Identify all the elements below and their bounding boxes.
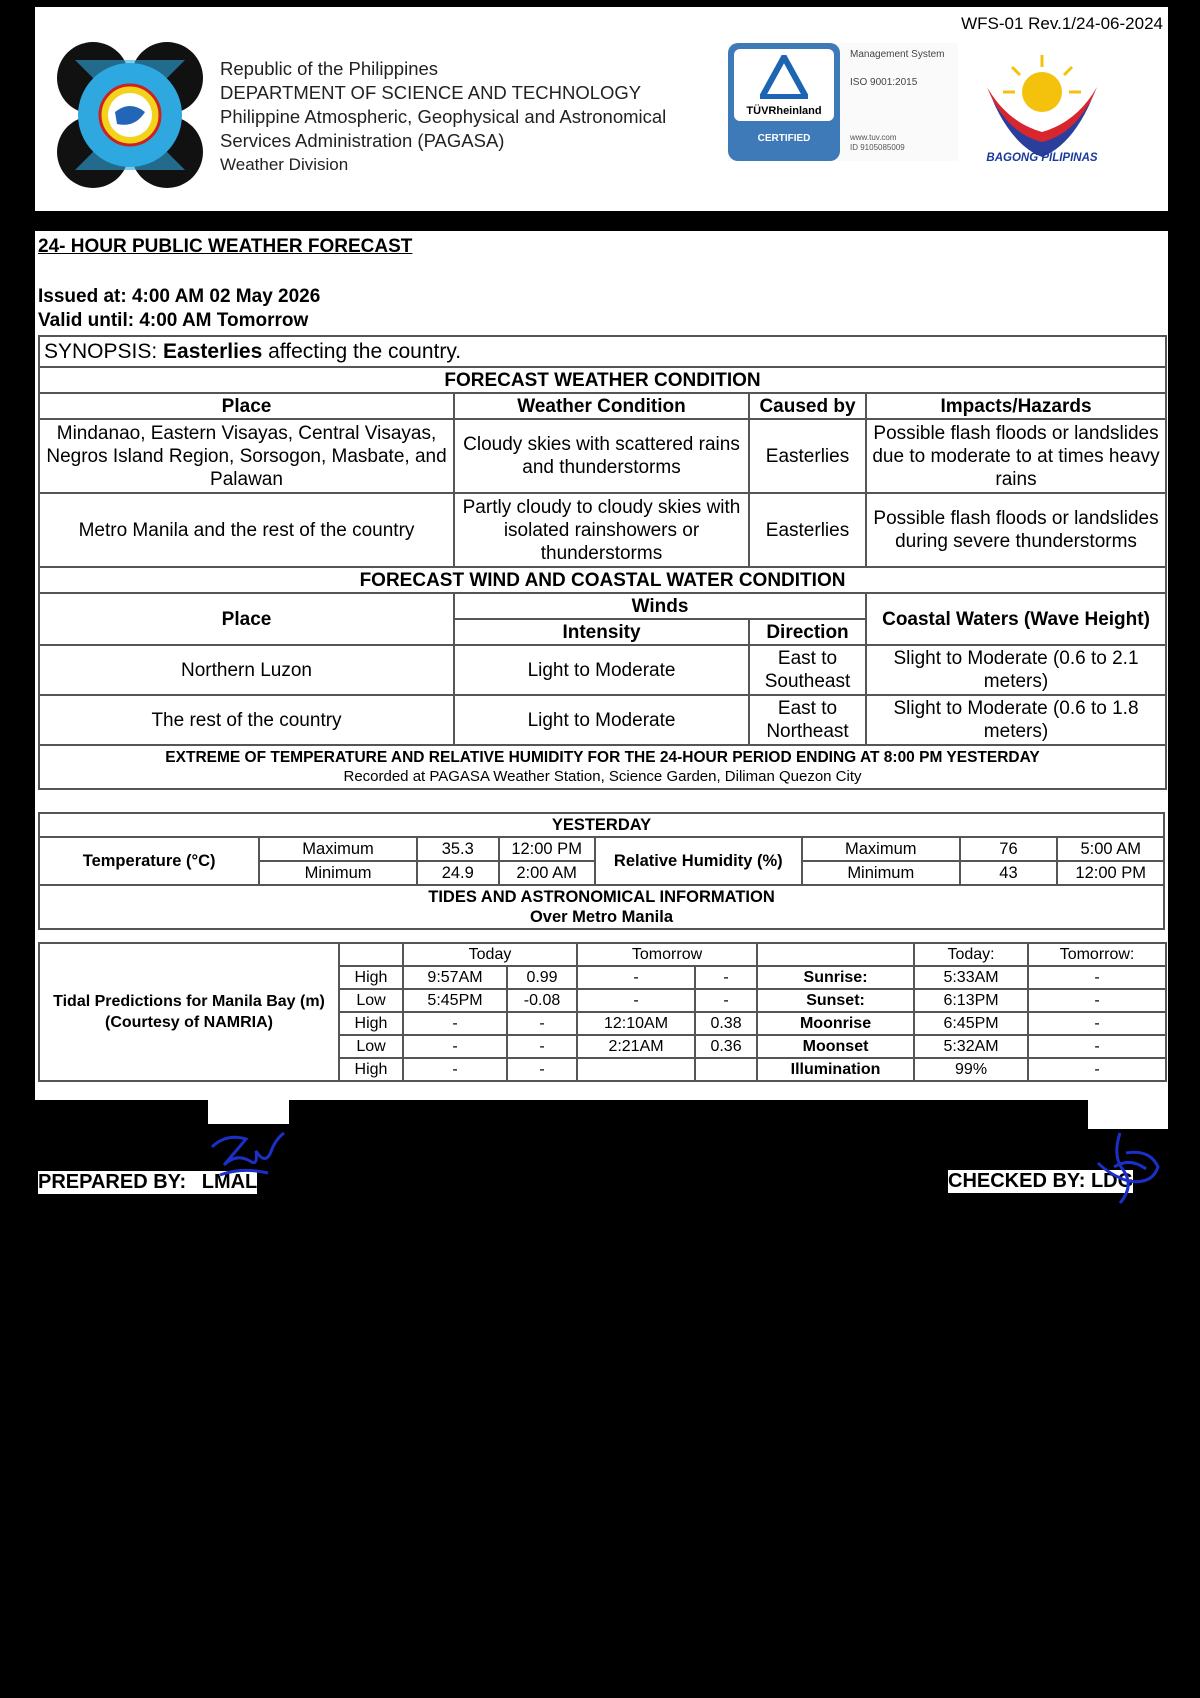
agency-line: DEPARTMENT OF SCIENCE AND TECHNOLOGY: [220, 82, 642, 103]
tides-heading-cell: [39, 885, 1164, 929]
forecast-document: [35, 231, 1168, 1100]
agency-line: Weather Division: [220, 155, 349, 174]
tides-table: [38, 942, 1167, 1082]
tide-tomorrow-time: 2:21AM: [577, 1035, 695, 1058]
astro-tomorrow: -: [1028, 989, 1166, 1012]
yesterday-heading: YESTERDAY: [39, 813, 1164, 837]
tuv-triangle-icon: [760, 55, 808, 99]
agency-line: Services Administration (PAGASA): [220, 130, 505, 151]
tuv-certified-badge: CERTIFIED: [757, 133, 811, 144]
agency-name-block: [220, 57, 666, 177]
extremes-heading-row: [39, 745, 1166, 789]
tidal-predictions-label: Tidal Predictions for Manila Bay (m) (Courtesy of NAMRIA): [39, 943, 339, 1081]
wind-col-coastal: Coastal Waters (Wave Height): [866, 593, 1166, 645]
checked-by-signature-icon: [1090, 1127, 1166, 1209]
tide-today-time: -: [403, 1012, 507, 1035]
tides-tomorrow-header: Tomorrow: [577, 943, 757, 966]
checked-by-initials: LDG: [1090, 1170, 1134, 1192]
synopsis-system: Easterlies: [163, 340, 263, 363]
tide-tomorrow-height: -: [695, 989, 757, 1012]
pagasa-logo-icon: [55, 40, 205, 190]
tide-type: High: [339, 1058, 403, 1081]
tide-type: Low: [339, 989, 403, 1012]
form-code: WFS-01 Rev.1/24-06-2024: [961, 14, 1163, 33]
temperature-label: Temperature (°C): [39, 837, 259, 885]
astro-tomorrow: -: [1028, 966, 1166, 989]
weather-condition: Partly cloudy to cloudy skies with isolated rainshowers or thunderstorms: [454, 493, 749, 567]
col-header-impacts: Impacts/Hazards: [866, 393, 1166, 419]
tide-tomorrow-height: 0.36: [695, 1035, 757, 1058]
temp-max-value: 35.3: [417, 837, 499, 861]
tide-today-time: 9:57AM: [403, 966, 507, 989]
astro-today: 5:32AM: [914, 1035, 1028, 1058]
tides-subheading: Over Metro Manila: [529, 908, 674, 926]
forecast-title: 24- HOUR PUBLIC WEATHER FORECAST: [38, 236, 413, 257]
rh-min-time: 12:00 PM: [1057, 861, 1164, 885]
yesterday-row: [39, 813, 1164, 837]
tide-type: High: [339, 966, 403, 989]
wind-heading-row: [39, 567, 1166, 593]
tide-type: Low: [339, 1035, 403, 1058]
forecast-table: [38, 335, 1167, 790]
prepared-by-initials: LMAL: [201, 1171, 258, 1193]
tide-tomorrow-height: 0.38: [695, 1012, 757, 1035]
astro-today: 6:13PM: [914, 989, 1028, 1012]
synopsis: [39, 336, 1166, 367]
prepared-by-signature-icon: [206, 1127, 288, 1193]
weather-header-row: [39, 393, 1166, 419]
weather-heading-row: [39, 367, 1166, 393]
weather-impact: Possible flash floods or landslides during severe thunderstorms: [866, 493, 1166, 567]
bagong-pilipinas-label: BAGONG PILIPINAS: [986, 152, 1098, 164]
wind-direction: East to Southeast: [749, 645, 866, 695]
astro-label: Sunrise:: [757, 966, 914, 989]
table-row: [39, 493, 1166, 567]
tides-today-header: Today: [403, 943, 577, 966]
tide-tomorrow-height: -: [695, 966, 757, 989]
valid-until: Valid until: 4:00 AM Tomorrow: [38, 310, 309, 331]
astro-tomorrow: -: [1028, 1012, 1166, 1035]
astro-tomorrow: -: [1028, 1035, 1166, 1058]
tuv-brand: TÜVRheinland: [746, 105, 822, 117]
temp-max-time: 12:00 PM: [499, 837, 595, 861]
tide-tomorrow-time: 12:10AM: [577, 1012, 695, 1035]
tuv-url: www.tuv.com: [850, 133, 897, 142]
col-header-cause: Caused by: [749, 393, 866, 419]
astro-label: Sunset:: [757, 989, 914, 1012]
wind-intensity: Light to Moderate: [454, 645, 749, 695]
weather-place: Metro Manila and the rest of the country: [39, 493, 454, 567]
rh-min-label: Minimum: [802, 861, 960, 885]
tuv-system: Management System: [850, 49, 945, 60]
temp-min-time: 2:00 AM: [499, 861, 595, 885]
prepared-by-label: PREPARED BY:: [38, 1171, 192, 1193]
col-header-condition: Weather Condition: [454, 393, 749, 419]
tides-heading-row: [39, 885, 1164, 929]
astro-header: [757, 943, 914, 966]
rh-max-value: 76: [960, 837, 1058, 861]
wind-intensity: Light to Moderate: [454, 695, 749, 745]
astro-today: 99%: [914, 1058, 1028, 1081]
col-header-place: Place: [39, 393, 454, 419]
wind-direction: East to Northeast: [749, 695, 866, 745]
checked-by-label: CHECKED BY:: [948, 1170, 1091, 1192]
wind-col-intensity: Intensity: [454, 619, 749, 645]
rh-max-label: Maximum: [802, 837, 960, 861]
extremes-table: [38, 812, 1165, 930]
extremes-subheading: Recorded at PAGASA Weather Station, Science Garden, Diliman Quezon City: [343, 768, 862, 785]
astro-label: Moonset: [757, 1035, 914, 1058]
astro-label: Illumination: [757, 1058, 914, 1081]
issued-at: Issued at: 4:00 AM 02 May 2026: [38, 286, 321, 307]
tide-today-time: -: [403, 1058, 507, 1081]
extremes-heading: EXTREME OF TEMPERATURE AND RELATIVE HUMIDITY FOR THE 24-HOUR PERIOD ENDING AT 8:00 PM YESTERDAY: [165, 749, 1040, 766]
astro-today: 5:33AM: [914, 966, 1028, 989]
wind-heading: FORECAST WIND AND COASTAL WATER CONDITION: [39, 567, 1166, 593]
tide-today-height: 0.99: [507, 966, 577, 989]
humidity-label: Relative Humidity (%): [595, 837, 803, 885]
tides-heading: TIDES AND ASTRONOMICAL INFORMATION: [428, 888, 775, 906]
weather-impact: Possible flash floods or landslides due to moderate to at times heavy rains: [866, 419, 1166, 493]
synopsis-suffix: affecting the country.: [262, 340, 462, 363]
weather-cause: Easterlies: [749, 493, 866, 567]
issue-info: [38, 285, 320, 333]
astro-tomorrow: -: [1028, 1058, 1166, 1081]
tide-today-height: -: [507, 1012, 577, 1035]
table-row: [39, 695, 1166, 745]
synopsis-prefix: SYNOPSIS:: [44, 340, 164, 363]
signature-pad-left: [208, 1100, 289, 1124]
wind-header-row-1: [39, 593, 1166, 619]
wind-col-direction: Direction: [749, 619, 866, 645]
tuv-iso: ISO 9001:2015: [850, 77, 918, 88]
table-row: [39, 645, 1166, 695]
wind-coastal: Slight to Moderate (0.6 to 1.8 meters): [866, 695, 1166, 745]
letterhead: [35, 7, 1168, 211]
wind-place: Northern Luzon: [39, 645, 454, 695]
tide-type-header: [339, 943, 403, 966]
temp-max-label: Maximum: [259, 837, 417, 861]
weather-condition: Cloudy skies with scattered rains and thunderstorms: [454, 419, 749, 493]
wind-coastal: Slight to Moderate (0.6 to 2.1 meters): [866, 645, 1166, 695]
table-row: [39, 837, 1164, 861]
table-row: [39, 419, 1166, 493]
wind-col-place: Place: [39, 593, 454, 645]
weather-heading: FORECAST WEATHER CONDITION: [39, 367, 1166, 393]
extremes-heading-cell: [39, 745, 1166, 789]
tide-today-height: -0.08: [507, 989, 577, 1012]
weather-place: Mindanao, Eastern Visayas, Central Visayas, Negros Island Region, Sorsogon, Masbate, and Palawan: [39, 419, 454, 493]
astro-label: Moonrise: [757, 1012, 914, 1035]
synopsis-row: [39, 336, 1166, 367]
wind-place: The rest of the country: [39, 695, 454, 745]
wind-col-winds: Winds: [454, 593, 866, 619]
tide-type: High: [339, 1012, 403, 1035]
tide-today-height: -: [507, 1035, 577, 1058]
rh-max-time: 5:00 AM: [1057, 837, 1164, 861]
signature-pad-right: [1088, 1100, 1168, 1129]
temp-min-value: 24.9: [417, 861, 499, 885]
tide-today-time: 5:45PM: [403, 989, 507, 1012]
tide-tomorrow-time: -: [577, 966, 695, 989]
tide-today-height: -: [507, 1058, 577, 1081]
weather-cause: Easterlies: [749, 419, 866, 493]
agency-line: Republic of the Philippines: [220, 58, 439, 79]
tide-tomorrow-time: -: [577, 989, 695, 1012]
agency-line: Philippine Atmospheric, Geophysical and Astronomical: [220, 106, 667, 127]
tuv-id: ID 9105085009: [850, 143, 905, 152]
tides-header-row: [39, 943, 1166, 966]
tide-tomorrow-height: [695, 1058, 757, 1081]
rh-min-value: 43: [960, 861, 1058, 885]
tuv-certification-mark: [728, 43, 958, 161]
temp-min-label: Minimum: [259, 861, 417, 885]
astro-today: 6:45PM: [914, 1012, 1028, 1035]
astro-tomorrow-header: Tomorrow:: [1028, 943, 1166, 966]
astro-today-header: Today:: [914, 943, 1028, 966]
tide-today-time: -: [403, 1035, 507, 1058]
tide-tomorrow-time: [577, 1058, 695, 1081]
